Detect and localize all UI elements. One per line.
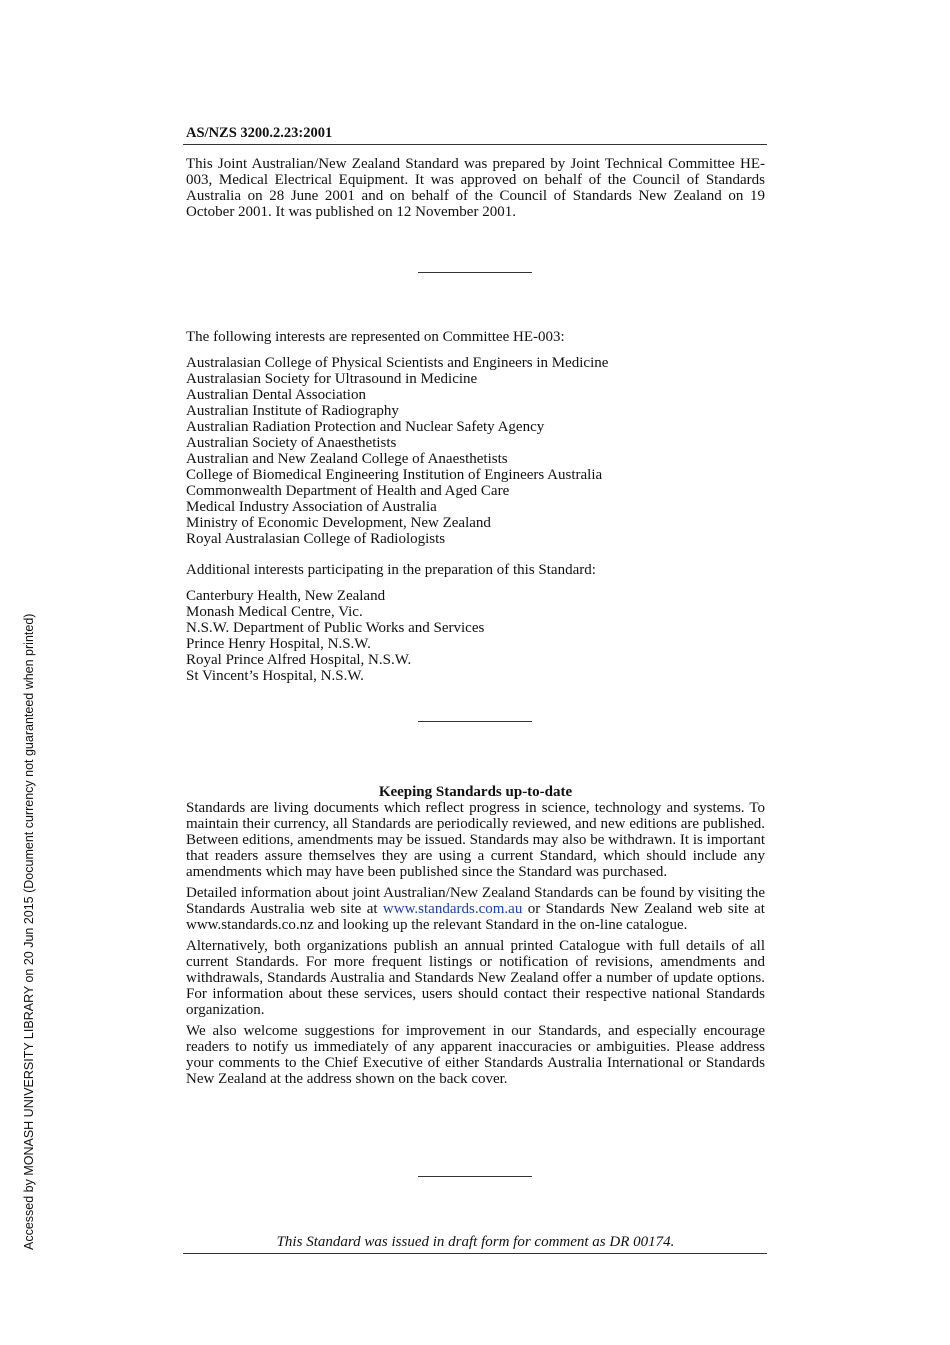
paragraph-text: Detailed information about joint Australian/New Zealand Standards can be found by visiting the Standards Australia web site at	[186, 885, 765, 917]
list-item: Ministry of Economic Development, New Zealand	[186, 515, 491, 531]
list-item: St Vincent’s Hospital, N.S.W.	[186, 668, 364, 684]
list-item: Canterbury Health, New Zealand	[186, 588, 386, 604]
additional-intro: Additional interests participating in the preparation of this Standard:	[186, 562, 596, 578]
committee-intro: The following interests are represented on Committee HE-003:	[186, 329, 565, 345]
list-item: Commonwealth Department of Health and Aged Care	[186, 483, 510, 499]
draft-note: This Standard was issued in draft form for comment as DR 00174.	[276, 1234, 675, 1250]
committee-section	[186, 329, 765, 684]
list-item: Australian Society of Anaesthetists	[186, 435, 397, 451]
paragraph-text: or Standards New Zealand web site at www.standards.co.nz and looking up the relevant Standard in the on-line catalogue.	[186, 901, 765, 933]
list-item: N.S.W. Department of Public Works and Services	[186, 620, 485, 636]
list-item: Australian Institute of Radiography	[186, 403, 399, 419]
footer-rule	[183, 1253, 767, 1254]
list-item: Australasian Society for Ultrasound in Medicine	[186, 371, 478, 387]
document-id: AS/NZS 3200.2.23:2001	[186, 125, 333, 141]
list-item: Australian Radiation Protection and Nuclear Safety Agency	[186, 419, 545, 435]
keeping-section	[186, 784, 765, 1092]
list-item: Royal Prince Alfred Hospital, N.S.W.	[186, 652, 412, 668]
additional-interests-list	[186, 588, 765, 684]
access-watermark: Accessed by MONASH UNIVERSITY LIBRARY on 20 Jun 2015 (Document currency not guaranteed when printed)	[22, 613, 36, 1250]
list-item: Australian Dental Association	[186, 387, 366, 403]
committee-members-list	[186, 355, 765, 547]
page-header	[186, 124, 765, 142]
section-divider	[418, 272, 532, 273]
section-heading: Keeping Standards up-to-date	[378, 784, 573, 800]
list-item: College of Biomedical Engineering Institution of Engineers Australia	[186, 467, 603, 483]
header-rule	[183, 144, 767, 145]
approval-paragraph: This Joint Australian/New Zealand Standard was prepared by Joint Technical Committee HE-003, Medical Electrical Equipment. It was approved on behalf of the Council of Standards Australia on 28 June 2001 and on behalf of the Council of Standards New Zealand on 19 October 2001. It was published on 12 November 2001.	[186, 156, 765, 220]
list-item: Australian and New Zealand College of Anaesthetists	[186, 451, 508, 467]
list-item: Australasian College of Physical Scientists and Engineers in Medicine	[186, 355, 609, 371]
list-item: Royal Australasian College of Radiologists	[186, 531, 446, 547]
paragraph: Alternatively, both organizations publish an annual printed Catalogue with full details of all current Standards. For more frequent listings or notification of revisions, amendments and withdrawals, Standards Australia and Standards New Zealand offer a number of update options. For information about these services, users should contact their respective national Standards organization.	[186, 938, 765, 1018]
paragraph: We also welcome suggestions for improvement in our Standards, and especially encourage readers to notify us immediately of any apparent inaccuracies or ambiguities. Please address your comments to the Chief Executive of either Standards Australia International or Standards New Zealand at the address shown on the back cover.	[186, 1023, 765, 1087]
footer	[186, 1234, 765, 1251]
list-item: Medical Industry Association of Australia	[186, 499, 437, 515]
paragraph: Standards are living documents which reflect progress in science, technology and systems. To maintain their currency, all Standards are periodically reviewed, and new editions are published. Between editions, amendments may be issued. Standards may also be withdrawn. It is important that readers assure themselves they are using a current Standard, which should include any amendments which may have been published since the Standard was purchased.	[186, 800, 765, 880]
approval-section	[186, 156, 765, 220]
standards-australia-link[interactable]: www.standards.com.au	[382, 901, 523, 917]
list-item: Monash Medical Centre, Vic.	[186, 604, 363, 620]
list-item: Prince Henry Hospital, N.S.W.	[186, 636, 371, 652]
section-divider	[418, 1176, 532, 1177]
section-divider	[418, 721, 532, 722]
paragraph	[186, 885, 765, 933]
